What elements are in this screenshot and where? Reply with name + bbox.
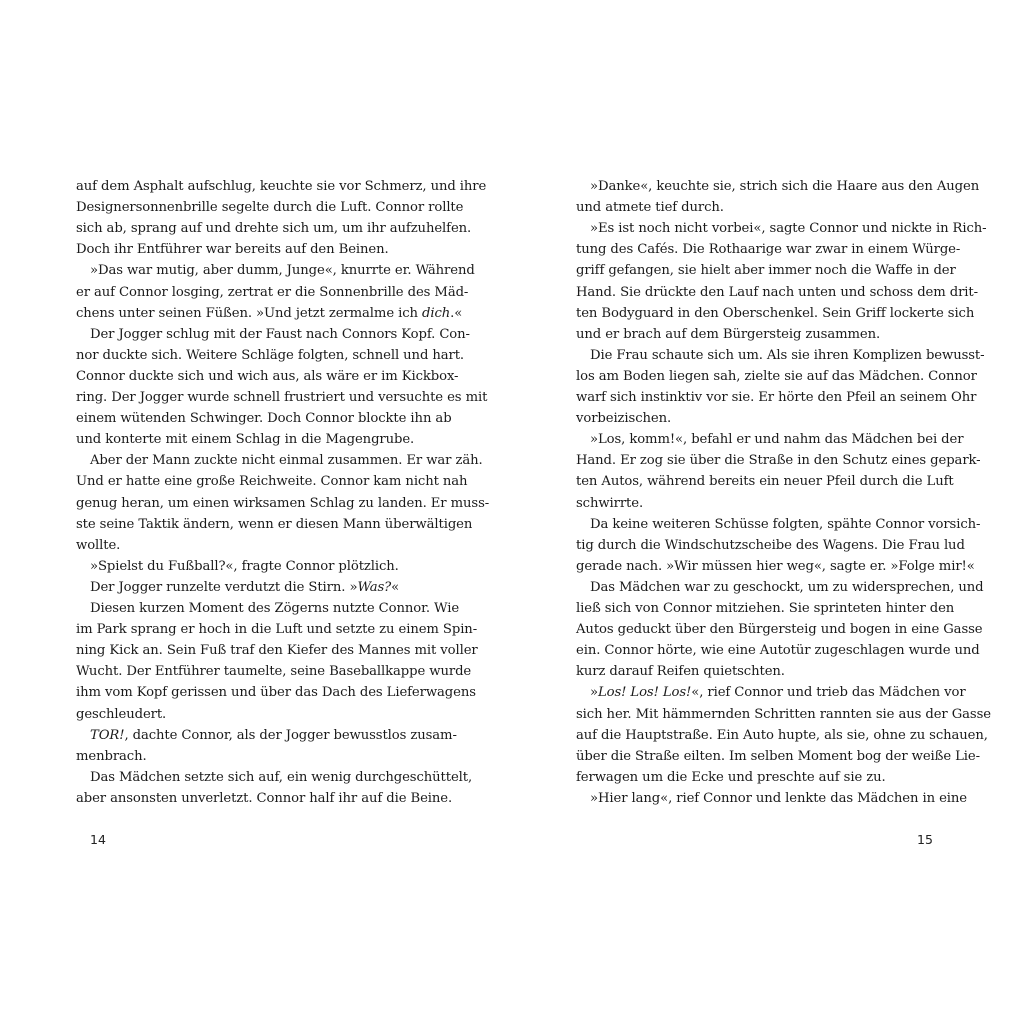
text-line: vorbeizischen.	[576, 411, 672, 427]
text-line: im Park sprang er hoch in die Luft und setzte zu einem Spin-	[76, 622, 478, 638]
text-line: ten Autos, während bereits ein neuer Pfeil durch die Luft	[576, 474, 954, 490]
text-line: menbrach.	[76, 748, 147, 764]
right-page	[512, 0, 1024, 1024]
text-line: Doch ihr Entführer war bereits auf den Beinen.	[76, 242, 389, 258]
text-line: ste seine Taktik ändern, wenn er diesen Mann überwältigen	[76, 516, 473, 532]
text-line: ring. Der Jogger wurde schnell frustriert und versuchte es mit	[76, 390, 488, 405]
text-line: auf die Hauptstraße. Ein Auto hupte, als sie, ohne zu schauen,	[576, 727, 988, 743]
text-line: gerade nach. »Wir müssen hier weg«, sagte er. »Folge mir!«	[576, 558, 975, 574]
text-line: »Danke«, keuchte sie, strich sich die Haare aus den Augen	[590, 179, 980, 194]
text-line: Der Jogger runzelte verdutzt die Stirn. »Was?«	[90, 579, 400, 595]
page-number-right: 15	[917, 832, 933, 847]
text-line: geschleudert.	[76, 706, 167, 722]
text-line: »Spielst du Fußball?«, fragte Connor plötzlich.	[90, 558, 399, 574]
text-line: Designersonnenbrille segelte durch die Luft. Connor rollte	[76, 200, 464, 216]
text-line: »Es ist noch nicht vorbei«, sagte Connor und nickte in Rich-	[590, 221, 987, 237]
text-line: Aber der Mann zuckte nicht einmal zusammen. Er war zäh.	[90, 453, 483, 469]
text-line: Die Frau schaute sich um. Als sie ihren Komplizen bewusst-	[590, 347, 985, 363]
italic-text: Was?	[357, 579, 392, 595]
text-line: tig durch die Windschutzscheibe des Wagens. Die Frau lud	[576, 537, 965, 553]
text-line: aber ansonsten unverletzt. Connor half ihr auf die Beine.	[76, 790, 453, 806]
italic-text: Los! Los! Los!	[597, 685, 692, 701]
italic-text: dich	[422, 305, 451, 321]
text-line: los am Boden liegen sah, zielte sie auf das Mädchen. Connor	[576, 368, 977, 384]
text-line: nor duckte sich. Weitere Schläge folgten, schnell und hart.	[76, 347, 465, 363]
italic-text: TOR!	[90, 727, 125, 743]
text-line: Das Mädchen setzte sich auf, ein wenig durchgeschüttelt,	[90, 769, 473, 785]
text-line: ten Bodyguard in den Oberschenkel. Sein Griff lockerte sich	[576, 305, 975, 321]
text-line: kurz darauf Reifen quietschten.	[576, 664, 785, 680]
page-number-left: 14	[90, 832, 106, 847]
text-line: sich her. Mit hämmernden Schritten rannten sie aus der Gasse	[576, 706, 991, 722]
text-line: genug heran, um einen wirksamen Schlag zu landen. Er muss-	[76, 495, 490, 511]
text-line: Connor duckte sich und wich aus, als wäre er im Kickbox-	[76, 368, 459, 384]
text-line: griff gefangen, sie hielt aber immer noch die Waffe in der	[576, 263, 956, 279]
text-line: Und er hatte eine große Reichweite. Connor kam nicht nah	[76, 474, 468, 490]
text-line: wollte.	[76, 537, 121, 553]
text-line: Da keine weiteren Schüsse folgten, spähte Connor vorsich-	[590, 516, 981, 532]
text-line: schwirrte.	[576, 495, 644, 511]
text-line: »Los! Los! Los!«, rief Connor und trieb das Mädchen vor	[590, 685, 966, 701]
text-line: Autos geduckt über den Bürgersteig und bogen in eine Gasse	[576, 622, 983, 638]
text-line: Hand. Er zog sie über die Straße in den Schutz eines gepark-	[576, 453, 981, 469]
text-line: ning Kick an. Sein Fuß traf den Kiefer des Mannes mit voller	[76, 643, 478, 659]
text-line: chens unter seinen Füßen. »Und jetzt zermalme ich dich.«	[76, 305, 463, 321]
text-line: Diesen kurzen Moment des Zögerns nutzte Connor. Wie	[90, 601, 460, 616]
text-line: ließ sich von Connor mitziehen. Sie sprinteten hinter den	[576, 601, 955, 616]
text-line: einem wütenden Schwinger. Doch Connor blockte ihn ab	[76, 411, 452, 427]
text-line: über die Straße eilten. Im selben Moment bog der weiße Lie-	[576, 748, 980, 764]
text-line: »Das war mutig, aber dumm, Junge«, knurrte er. Während	[90, 263, 475, 279]
text-line: Der Jogger schlug mit der Faust nach Connors Kopf. Con-	[90, 326, 470, 342]
text-line: TOR!, dachte Connor, als der Jogger bewusstlos zusam-	[90, 727, 457, 743]
text-line: auf dem Asphalt aufschlug, keuchte sie vor Schmerz, und ihre	[76, 179, 487, 194]
text-line: Hand. Sie drückte den Lauf nach unten und schoss dem drit-	[576, 284, 978, 300]
text-line: Das Mädchen war zu geschockt, um zu widersprechen, und	[590, 579, 984, 595]
text-line: »Hier lang«, rief Connor und lenkte das Mädchen in eine	[590, 790, 967, 806]
text-line: ihm vom Kopf gerissen und über das Dach des Lieferwagens	[76, 685, 476, 701]
text-line: und atmete tief durch.	[576, 200, 724, 216]
text-line: ferwagen um die Ecke und preschte auf sie zu.	[576, 769, 886, 785]
text-line: ein. Connor hörte, wie eine Autotür zugeschlagen wurde und	[576, 643, 980, 659]
text-line: und konterte mit einem Schlag in die Magengrube.	[76, 432, 415, 448]
text-line: »Los, komm!«, befahl er und nahm das Mädchen bei der	[590, 432, 964, 448]
text-line: er auf Connor losging, zertrat er die Sonnenbrille des Mäd-	[76, 284, 469, 300]
text-line: warf sich instinktiv vor sie. Er hörte den Pfeil an seinem Ohr	[576, 390, 977, 405]
text-line: tung des Cafés. Die Rothaarige war zwar in einem Würge-	[576, 242, 961, 258]
text-line: und er brach auf dem Bürgersteig zusammen.	[576, 326, 881, 342]
text-line: Wucht. Der Entführer taumelte, seine Baseballkappe wurde	[76, 664, 472, 680]
text-line: sich ab, sprang auf und drehte sich um, um ihr aufzuhelfen.	[76, 221, 472, 237]
